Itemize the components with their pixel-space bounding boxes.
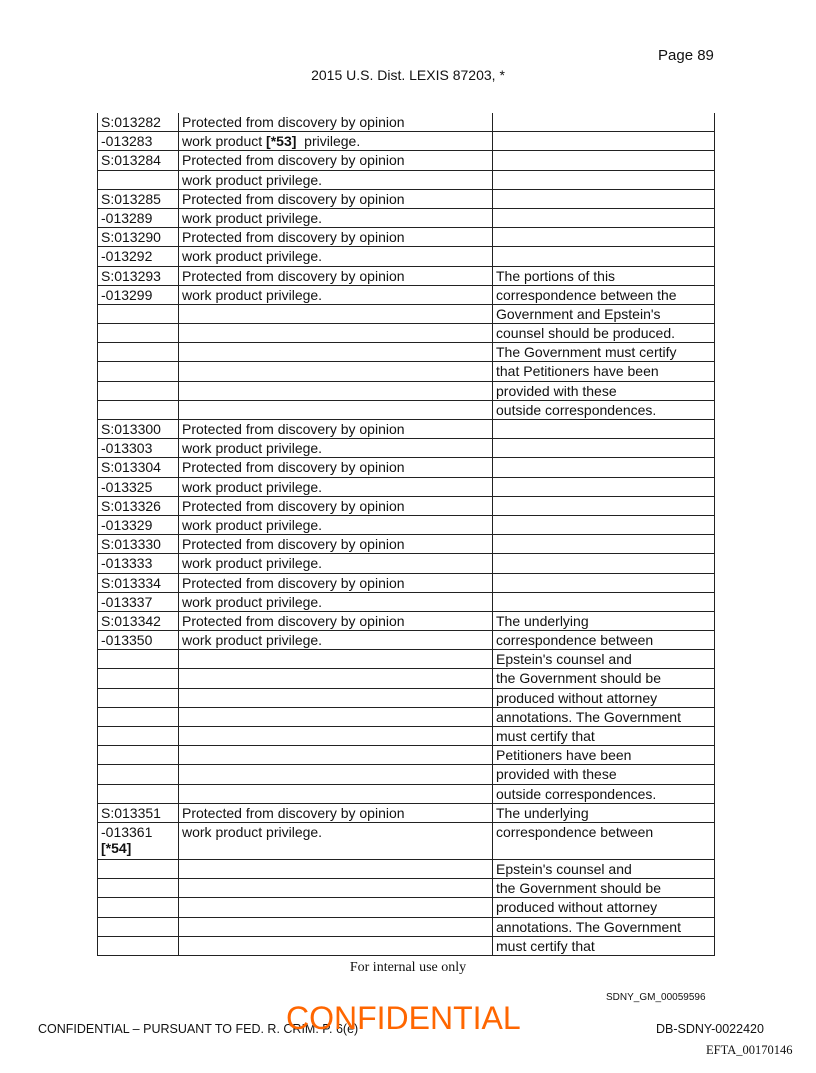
privilege-claim-text: Protected from discovery by opinion: [182, 114, 405, 130]
privilege-claim-cell: [179, 189, 493, 208]
privilege-claim-text-cont: privilege.: [296, 133, 361, 150]
privilege-claim-text: Protected from discovery by opinion: [182, 536, 405, 553]
privilege-claim-text: Protected from discovery by opinion: [182, 612, 405, 629]
privilege-claim-text: Protected from discovery by opinion: [182, 497, 405, 514]
bates-range-cell: [98, 765, 179, 784]
table-row: [98, 400, 715, 419]
case-citation: 2015 U.S. Dist. LEXIS 87203, *: [311, 67, 505, 83]
table-row: [98, 266, 715, 285]
bates-range-text: S:013300: [101, 421, 161, 437]
court-ruling-cell: [493, 189, 715, 208]
court-ruling-cell: [493, 898, 715, 917]
bates-range-text: -013283: [101, 133, 153, 150]
privilege-claim-text: work product privilege.: [182, 286, 323, 303]
court-ruling-cell: [493, 727, 715, 746]
bates-range-text: -013350: [101, 632, 153, 649]
privilege-claim-cell: [179, 669, 493, 688]
bates-range-cell: [98, 496, 179, 515]
court-ruling-cell: [493, 266, 715, 285]
court-ruling-cell: [493, 247, 715, 266]
bates-range-cell: [98, 879, 179, 898]
court-ruling-cell: [493, 822, 715, 859]
table-row: [98, 420, 715, 439]
court-ruling-cell: [493, 707, 715, 726]
court-ruling-cell: [493, 496, 715, 515]
bates-range-cell: [98, 631, 179, 650]
privilege-claim-text: work product privilege.: [182, 632, 323, 649]
privilege-claim-cell: [179, 208, 493, 227]
court-ruling-text: provided with these: [496, 766, 617, 783]
bates-range-cell: [98, 477, 179, 496]
court-ruling-text: Petitioners have been: [496, 747, 632, 764]
table-row: [98, 343, 715, 362]
court-ruling-cell: [493, 324, 715, 343]
bates-range-cell: [98, 381, 179, 400]
bates-range-text: -013325: [101, 478, 153, 495]
privilege-claim-text: Protected from discovery by opinion: [182, 459, 405, 476]
bates-range-cell: [98, 554, 179, 573]
bates-range-cell: [98, 707, 179, 726]
internal-use-notice: For internal use only: [349, 960, 467, 975]
privilege-claim-text: work product privilege.: [182, 555, 323, 572]
privilege-claim-text: Protected from discovery by opinion: [182, 152, 405, 169]
privilege-claim-text: Protected from discovery by opinion: [182, 804, 405, 821]
court-ruling-cell: [493, 746, 715, 765]
bates-range-cell: [98, 688, 179, 707]
bates-range-cell: [98, 420, 179, 439]
court-ruling-text: outside correspondences.: [496, 785, 657, 802]
court-ruling-cell: [493, 765, 715, 784]
bates-range-cell: [98, 132, 179, 151]
court-ruling-cell: [493, 458, 715, 477]
bates-range-text: -013361: [101, 823, 153, 840]
court-ruling-cell: [493, 631, 715, 650]
court-ruling-cell: [493, 535, 715, 554]
court-ruling-cell: [493, 936, 715, 955]
privilege-claim-text: work product privilege.: [182, 478, 323, 495]
privilege-claim-cell: [179, 879, 493, 898]
table-row: [98, 822, 715, 859]
privilege-claim-cell: [179, 573, 493, 592]
privilege-claim-cell: [179, 151, 493, 170]
bates-range-text: S:013330: [101, 536, 161, 553]
court-ruling-cell: [493, 151, 715, 170]
bates-range-cell: [98, 746, 179, 765]
bates-range-cell: [98, 917, 179, 936]
table-row: [98, 113, 715, 132]
court-ruling-cell: [493, 688, 715, 707]
table-row: [98, 898, 715, 917]
privilege-claim-cell: [179, 515, 493, 534]
table-row: [98, 170, 715, 189]
privilege-claim-cell: [179, 784, 493, 803]
court-ruling-cell: [493, 803, 715, 822]
court-ruling-cell: [493, 381, 715, 400]
bates-range-text: S:013334: [101, 574, 161, 591]
bates-range-cell: [98, 247, 179, 266]
bates-range-cell: [98, 400, 179, 419]
court-ruling-cell: [493, 228, 715, 247]
privilege-claim-cell: [179, 592, 493, 611]
table-row: [98, 324, 715, 343]
table-row: [98, 573, 715, 592]
court-ruling-text: produced without attorney: [496, 899, 658, 916]
table-row: [98, 208, 715, 227]
bates-range-cell: [98, 650, 179, 669]
court-ruling-text: The portions of this: [496, 267, 616, 284]
privilege-claim-text: work product privilege.: [182, 248, 323, 265]
bates-range-text: S:013342: [101, 612, 161, 629]
privilege-claim-cell: [179, 266, 493, 285]
table-row: [98, 859, 715, 878]
court-ruling-cell: [493, 669, 715, 688]
court-ruling-cell: [493, 304, 715, 323]
table-row: [98, 151, 715, 170]
court-ruling-cell: [493, 917, 715, 936]
bates-range-cell: [98, 170, 179, 189]
table-row: [98, 439, 715, 458]
page-marker: [*54]: [101, 839, 132, 856]
privilege-claim-cell: [179, 611, 493, 630]
bates-range-text: -013292: [101, 248, 153, 265]
table-row: [98, 650, 715, 669]
bates-range-text: S:013351: [101, 804, 161, 821]
privilege-claim-cell: [179, 113, 493, 132]
court-ruling-text: produced without attorney: [496, 689, 658, 706]
court-ruling-text: provided with these: [496, 382, 617, 399]
court-ruling-cell: [493, 132, 715, 151]
table-row: [98, 247, 715, 266]
privilege-claim-cell: [179, 803, 493, 822]
bates-range-cell: [98, 151, 179, 170]
privilege-claim-cell: [179, 898, 493, 917]
court-ruling-cell: [493, 439, 715, 458]
table-row: [98, 669, 715, 688]
privilege-claim-cell: [179, 324, 493, 343]
privilege-claim-cell: [179, 228, 493, 247]
court-ruling-cell: [493, 592, 715, 611]
court-ruling-text: The underlying: [496, 804, 589, 821]
court-ruling-text: correspondence between: [496, 823, 654, 840]
table-row: [98, 611, 715, 630]
bates-range-text: -013289: [101, 209, 153, 226]
bates-range-cell: [98, 189, 179, 208]
table-row: [98, 746, 715, 765]
privilege-claim-text: Protected from discovery by opinion: [182, 190, 405, 207]
privilege-claim-text: Protected from discovery by opinion: [182, 574, 405, 591]
bates-range-cell: [98, 515, 179, 534]
table-row: [98, 458, 715, 477]
privilege-claim-cell: [179, 765, 493, 784]
privilege-claim-cell: [179, 439, 493, 458]
table-row: [98, 554, 715, 573]
bates-range-cell: [98, 324, 179, 343]
court-ruling-text: annotations. The Government: [496, 708, 681, 725]
table-row: [98, 515, 715, 534]
table-row: [98, 496, 715, 515]
table-row: [98, 304, 715, 323]
table-row: [98, 381, 715, 400]
privilege-claim-text: Protected from discovery by opinion: [182, 267, 405, 284]
bates-range-cell: [98, 573, 179, 592]
privilege-log-table: [97, 113, 715, 956]
table-row: [98, 803, 715, 822]
bates-range-text: S:013290: [101, 229, 161, 246]
court-ruling-text: the Government should be: [496, 880, 661, 897]
bates-range-text: S:013282: [101, 114, 161, 130]
court-ruling-text: Epstein's counsel and: [496, 651, 632, 668]
table-row: [98, 917, 715, 936]
bates-range-text: -013329: [101, 516, 153, 533]
bates-range-text: S:013304: [101, 459, 161, 476]
court-ruling-cell: [493, 650, 715, 669]
court-ruling-text: The underlying: [496, 612, 589, 629]
bates-range-cell: [98, 343, 179, 362]
table-row: [98, 936, 715, 955]
table-row: [98, 727, 715, 746]
privilege-claim-cell: [179, 554, 493, 573]
privilege-claim-cell: [179, 170, 493, 189]
court-ruling-cell: [493, 611, 715, 630]
privilege-claim-text: work product privilege.: [182, 593, 323, 610]
privilege-claim-text: work product: [182, 133, 267, 150]
privilege-claim-text: work product privilege.: [182, 516, 323, 533]
efta-number: EFTA_00170146: [706, 1043, 793, 1057]
privilege-claim-cell: [179, 859, 493, 878]
bates-range-cell: [98, 784, 179, 803]
privilege-claim-cell: [179, 650, 493, 669]
court-ruling-text: Epstein's counsel and: [496, 860, 632, 877]
bates-range-cell: [98, 535, 179, 554]
bates-range-cell: [98, 228, 179, 247]
privilege-claim-cell: [179, 132, 493, 151]
privilege-claim-cell: [179, 247, 493, 266]
table-row: [98, 631, 715, 650]
privilege-claim-cell: [179, 917, 493, 936]
bates-range-cell: [98, 669, 179, 688]
confidential-notice: CONFIDENTIAL – PURSUANT TO FED. R. CRIM. P. 6(e): [38, 1022, 359, 1036]
court-ruling-text: that Petitioners have been: [496, 363, 659, 380]
court-ruling-cell: [493, 285, 715, 304]
bates-range-cell: [98, 362, 179, 381]
table-row: [98, 228, 715, 247]
bates-range-cell: [98, 936, 179, 955]
table-row: [98, 879, 715, 898]
table-row: [98, 765, 715, 784]
bates-number: DB-SDNY-0022420: [656, 1022, 764, 1036]
court-ruling-cell: [493, 362, 715, 381]
table-row: [98, 362, 715, 381]
privilege-claim-cell: [179, 477, 493, 496]
court-ruling-cell: [493, 515, 715, 534]
page-marker: [*53]: [266, 133, 297, 150]
privilege-claim-text: work product privilege.: [182, 823, 323, 840]
bates-range-cell: [98, 898, 179, 917]
table-row: [98, 688, 715, 707]
privilege-claim-cell: [179, 535, 493, 554]
court-ruling-cell: [493, 554, 715, 573]
privilege-claim-cell: [179, 381, 493, 400]
bates-range-cell: [98, 458, 179, 477]
privilege-claim-cell: [179, 727, 493, 746]
court-ruling-cell: [493, 784, 715, 803]
privilege-claim-cell: [179, 631, 493, 650]
table-row: [98, 132, 715, 151]
privilege-claim-cell: [179, 746, 493, 765]
court-ruling-cell: [493, 420, 715, 439]
bates-range-cell: [98, 803, 179, 822]
sdny-bates-stamp: SDNY_GM_00059596: [606, 992, 706, 1003]
bates-range-cell: [98, 727, 179, 746]
bates-range-cell: [98, 611, 179, 630]
bates-range-text: -013303: [101, 440, 153, 457]
bates-range-text: -013333: [101, 555, 153, 572]
privilege-claim-cell: [179, 688, 493, 707]
court-ruling-text: outside correspondences.: [496, 401, 657, 418]
privilege-claim-cell: [179, 304, 493, 323]
court-ruling-text: correspondence between: [496, 632, 654, 649]
table-row: [98, 535, 715, 554]
court-ruling-text: must certify that: [496, 937, 595, 954]
court-ruling-cell: [493, 477, 715, 496]
privilege-claim-text: work product privilege.: [182, 171, 323, 188]
table-row: [98, 784, 715, 803]
bates-range-text: S:013284: [101, 152, 161, 169]
court-ruling-cell: [493, 879, 715, 898]
privilege-claim-cell: [179, 496, 493, 515]
court-ruling-cell: [493, 400, 715, 419]
court-ruling-text: annotations. The Government: [496, 918, 681, 935]
table-row: [98, 592, 715, 611]
table-row: [98, 189, 715, 208]
court-ruling-text: the Government should be: [496, 670, 661, 687]
privilege-claim-cell: [179, 420, 493, 439]
bates-range-cell: [98, 304, 179, 323]
court-ruling-text: counsel should be produced.: [496, 325, 676, 342]
table-row: [98, 477, 715, 496]
court-ruling-text: Government and Epstein's: [496, 305, 661, 322]
privilege-log-body: [98, 113, 715, 955]
court-ruling-cell: [493, 343, 715, 362]
bates-range-cell: [98, 859, 179, 878]
bates-range-text: -013337: [101, 593, 153, 610]
bates-range-cell: [98, 822, 179, 859]
confidential-stamp: CONFIDENTIAL: [286, 1000, 521, 1036]
privilege-claim-cell: [179, 936, 493, 955]
bates-range-cell: [98, 592, 179, 611]
privilege-claim-cell: [179, 362, 493, 381]
bates-range-text: S:013326: [101, 497, 161, 514]
privilege-claim-cell: [179, 822, 493, 859]
court-ruling-cell: [493, 208, 715, 227]
court-ruling-cell: [493, 113, 715, 132]
court-ruling-cell: [493, 170, 715, 189]
court-ruling-cell: [493, 573, 715, 592]
privilege-claim-text: Protected from discovery by opinion: [182, 421, 405, 437]
bates-range-cell: [98, 208, 179, 227]
court-ruling-cell: [493, 859, 715, 878]
privilege-claim-cell: [179, 458, 493, 477]
bates-range-text: S:013293: [101, 267, 161, 284]
bates-range-cell: [98, 113, 179, 132]
table-row: [98, 285, 715, 304]
privilege-claim-cell: [179, 343, 493, 362]
court-ruling-text: must certify that: [496, 728, 595, 744]
privilege-claim-text: work product privilege.: [182, 440, 323, 457]
privilege-claim-text: work product privilege.: [182, 209, 323, 226]
privilege-claim-cell: [179, 285, 493, 304]
privilege-claim-cell: [179, 707, 493, 726]
bates-range-cell: [98, 266, 179, 285]
bates-range-text: S:013285: [101, 190, 161, 207]
page-number: Page 89: [658, 47, 714, 64]
court-ruling-text: The Government must certify: [496, 344, 677, 361]
privilege-claim-text: Protected from discovery by opinion: [182, 229, 405, 246]
privilege-claim-cell: [179, 400, 493, 419]
bates-range-cell: [98, 285, 179, 304]
bates-range-cell: [98, 439, 179, 458]
bates-range-text: -013299: [101, 286, 153, 303]
court-ruling-text: correspondence between the: [496, 286, 677, 303]
table-row: [98, 707, 715, 726]
